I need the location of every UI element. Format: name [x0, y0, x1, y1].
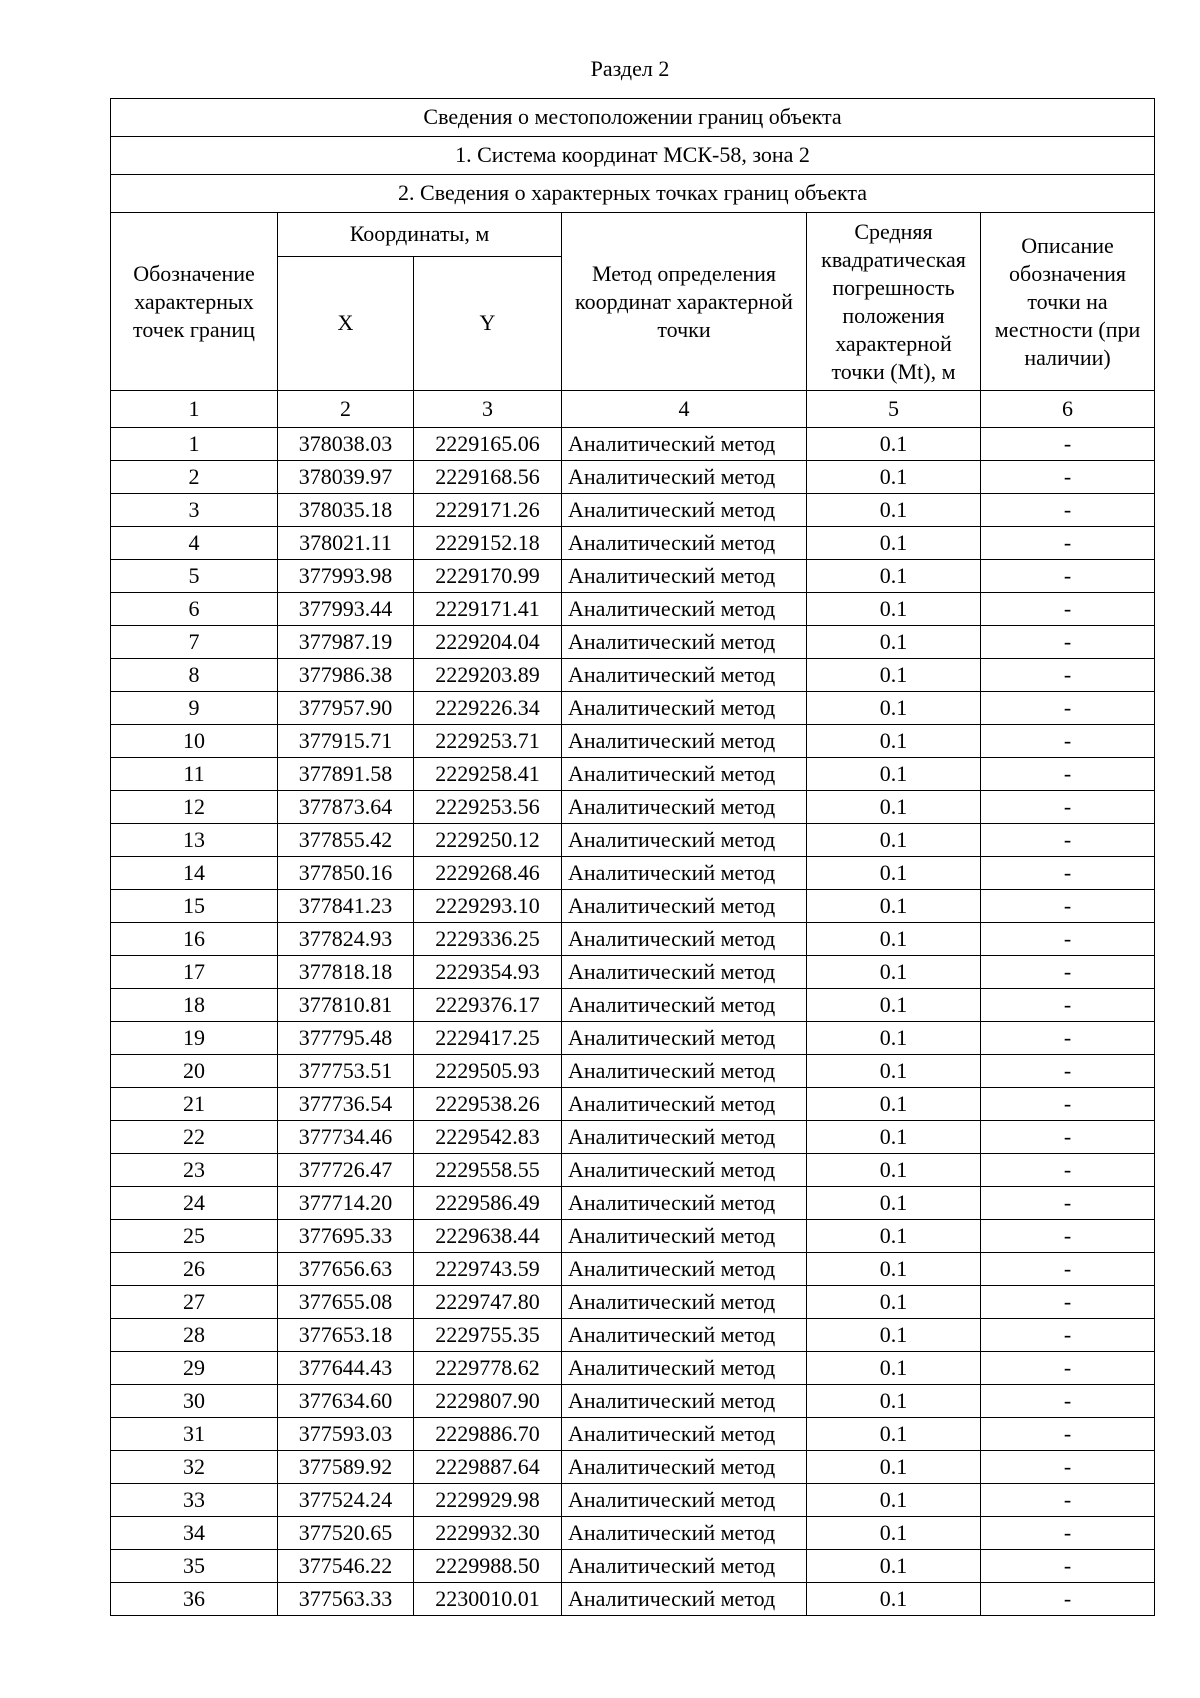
description-cell: - — [981, 857, 1155, 890]
error-cell: 0.1 — [807, 725, 981, 758]
error-cell: 0.1 — [807, 1352, 981, 1385]
method-cell: Аналитический метод — [562, 659, 807, 692]
error-cell: 0.1 — [807, 857, 981, 890]
y-coordinate-cell: 2229168.56 — [414, 461, 562, 494]
x-coordinate-cell: 378038.03 — [278, 428, 414, 461]
table-row — [111, 527, 1155, 560]
error-cell: 0.1 — [807, 758, 981, 791]
point-number-cell: 24 — [111, 1187, 278, 1220]
y-coordinate-cell: 2229755.35 — [414, 1319, 562, 1352]
table-row — [111, 923, 1155, 956]
table-row — [111, 659, 1155, 692]
point-number-cell: 3 — [111, 494, 278, 527]
y-coordinate-cell: 2229807.90 — [414, 1385, 562, 1418]
description-cell: - — [981, 758, 1155, 791]
y-coordinate-cell: 2229171.41 — [414, 593, 562, 626]
x-coordinate-cell: 377655.08 — [278, 1286, 414, 1319]
method-cell: Аналитический метод — [562, 527, 807, 560]
x-coordinate-cell: 377987.19 — [278, 626, 414, 659]
col-method-header: Метод определения координат характерной точки — [562, 213, 807, 391]
y-coordinate-cell: 2229171.26 — [414, 494, 562, 527]
x-coordinate-cell: 377714.20 — [278, 1187, 414, 1220]
description-cell: - — [981, 626, 1155, 659]
description-cell: - — [981, 1154, 1155, 1187]
error-cell: 0.1 — [807, 1385, 981, 1418]
method-cell: Аналитический метод — [562, 1451, 807, 1484]
table-row — [111, 1154, 1155, 1187]
x-coordinate-cell: 377993.98 — [278, 560, 414, 593]
x-coordinate-cell: 377810.81 — [278, 989, 414, 1022]
method-cell: Аналитический метод — [562, 725, 807, 758]
description-cell: - — [981, 1550, 1155, 1583]
error-cell: 0.1 — [807, 1088, 981, 1121]
y-coordinate-cell: 2229203.89 — [414, 659, 562, 692]
point-number-cell: 8 — [111, 659, 278, 692]
y-coordinate-cell: 2229165.06 — [414, 428, 562, 461]
x-coordinate-cell: 377824.93 — [278, 923, 414, 956]
point-number-cell: 6 — [111, 593, 278, 626]
table-header — [111, 99, 1155, 428]
table-row — [111, 1550, 1155, 1583]
column-numbers-row — [111, 391, 1155, 428]
error-cell: 0.1 — [807, 1451, 981, 1484]
point-number-cell: 4 — [111, 527, 278, 560]
table-row — [111, 725, 1155, 758]
y-coordinate-cell: 2229253.56 — [414, 791, 562, 824]
x-coordinate-cell: 377850.16 — [278, 857, 414, 890]
point-number-cell: 5 — [111, 560, 278, 593]
x-coordinate-cell: 377644.43 — [278, 1352, 414, 1385]
y-coordinate-cell: 2229226.34 — [414, 692, 562, 725]
error-cell: 0.1 — [807, 824, 981, 857]
point-number-cell: 27 — [111, 1286, 278, 1319]
point-number-cell: 2 — [111, 461, 278, 494]
method-cell: Аналитический метод — [562, 890, 807, 923]
error-cell: 0.1 — [807, 1187, 981, 1220]
table-row — [111, 1286, 1155, 1319]
column-number: 3 — [414, 391, 562, 428]
error-cell: 0.1 — [807, 1484, 981, 1517]
point-number-cell: 28 — [111, 1319, 278, 1352]
error-cell: 0.1 — [807, 659, 981, 692]
method-cell: Аналитический метод — [562, 1022, 807, 1055]
method-cell: Аналитический метод — [562, 1253, 807, 1286]
error-cell: 0.1 — [807, 1517, 981, 1550]
description-cell: - — [981, 923, 1155, 956]
x-coordinate-cell: 378021.11 — [278, 527, 414, 560]
table-row — [111, 1022, 1155, 1055]
point-number-cell: 33 — [111, 1484, 278, 1517]
point-number-cell: 14 — [111, 857, 278, 890]
point-number-cell: 15 — [111, 890, 278, 923]
method-cell: Аналитический метод — [562, 461, 807, 494]
method-cell: Аналитический метод — [562, 1319, 807, 1352]
method-cell: Аналитический метод — [562, 428, 807, 461]
point-number-cell: 13 — [111, 824, 278, 857]
y-coordinate-cell: 2229376.17 — [414, 989, 562, 1022]
method-cell: Аналитический метод — [562, 1484, 807, 1517]
x-coordinate-cell: 378035.18 — [278, 494, 414, 527]
description-cell: - — [981, 1088, 1155, 1121]
method-cell: Аналитический метод — [562, 560, 807, 593]
point-number-cell: 30 — [111, 1385, 278, 1418]
description-cell: - — [981, 1286, 1155, 1319]
x-coordinate-cell: 377986.38 — [278, 659, 414, 692]
y-coordinate-cell: 2229743.59 — [414, 1253, 562, 1286]
description-cell: - — [981, 527, 1155, 560]
column-number: 2 — [278, 391, 414, 428]
point-number-cell: 35 — [111, 1550, 278, 1583]
method-cell: Аналитический метод — [562, 1088, 807, 1121]
y-coordinate-cell: 2229417.25 — [414, 1022, 562, 1055]
error-cell: 0.1 — [807, 692, 981, 725]
y-coordinate-cell: 2229170.99 — [414, 560, 562, 593]
table-row — [111, 758, 1155, 791]
point-number-cell: 18 — [111, 989, 278, 1022]
x-coordinate-cell: 378039.97 — [278, 461, 414, 494]
error-cell: 0.1 — [807, 1055, 981, 1088]
description-cell: - — [981, 890, 1155, 923]
y-coordinate-cell: 2230010.01 — [414, 1583, 562, 1616]
description-cell: - — [981, 461, 1155, 494]
description-cell: - — [981, 824, 1155, 857]
y-coordinate-cell: 2229250.12 — [414, 824, 562, 857]
x-coordinate-cell: 377734.46 — [278, 1121, 414, 1154]
method-cell: Аналитический метод — [562, 857, 807, 890]
table-row — [111, 1517, 1155, 1550]
table-row — [111, 1121, 1155, 1154]
x-coordinate-cell: 377891.58 — [278, 758, 414, 791]
x-coordinate-cell: 377818.18 — [278, 956, 414, 989]
col-description-header: Описание обозначения точки на местности (при наличии) — [981, 213, 1155, 391]
x-coordinate-cell: 377589.92 — [278, 1451, 414, 1484]
method-cell: Аналитический метод — [562, 824, 807, 857]
y-coordinate-cell: 2229886.70 — [414, 1418, 562, 1451]
method-cell: Аналитический метод — [562, 1550, 807, 1583]
description-cell: - — [981, 1583, 1155, 1616]
error-cell: 0.1 — [807, 923, 981, 956]
y-coordinate-cell: 2229988.50 — [414, 1550, 562, 1583]
col-y-header: Y — [414, 257, 562, 391]
col-coords-header: Координаты, м — [278, 213, 562, 257]
table-row — [111, 824, 1155, 857]
y-coordinate-cell: 2229586.49 — [414, 1187, 562, 1220]
description-cell: - — [981, 1253, 1155, 1286]
y-coordinate-cell: 2229293.10 — [414, 890, 562, 923]
description-cell: - — [981, 494, 1155, 527]
point-number-cell: 12 — [111, 791, 278, 824]
table-row — [111, 956, 1155, 989]
description-cell: - — [981, 1055, 1155, 1088]
table-row — [111, 1484, 1155, 1517]
method-cell: Аналитический метод — [562, 791, 807, 824]
error-cell: 0.1 — [807, 1121, 981, 1154]
coordinate-system: 1. Система координат МСК-58, зона 2 — [111, 137, 1155, 175]
y-coordinate-cell: 2229558.55 — [414, 1154, 562, 1187]
description-cell: - — [981, 1451, 1155, 1484]
description-cell: - — [981, 1418, 1155, 1451]
error-cell: 0.1 — [807, 527, 981, 560]
method-cell: Аналитический метод — [562, 1286, 807, 1319]
points-section-title: 2. Сведения о характерных точках границ объекта — [111, 175, 1155, 213]
method-cell: Аналитический метод — [562, 956, 807, 989]
y-coordinate-cell: 2229204.04 — [414, 626, 562, 659]
error-cell: 0.1 — [807, 1319, 981, 1352]
x-coordinate-cell: 377546.22 — [278, 1550, 414, 1583]
point-number-cell: 19 — [111, 1022, 278, 1055]
description-cell: - — [981, 1385, 1155, 1418]
method-cell: Аналитический метод — [562, 1385, 807, 1418]
x-coordinate-cell: 377855.42 — [278, 824, 414, 857]
x-coordinate-cell: 377873.64 — [278, 791, 414, 824]
error-cell: 0.1 — [807, 1286, 981, 1319]
point-number-cell: 10 — [111, 725, 278, 758]
table-row — [111, 1187, 1155, 1220]
error-cell: 0.1 — [807, 890, 981, 923]
col-x-header: X — [278, 257, 414, 391]
error-cell: 0.1 — [807, 1583, 981, 1616]
point-number-cell: 23 — [111, 1154, 278, 1187]
table-row — [111, 1385, 1155, 1418]
description-cell: - — [981, 428, 1155, 461]
x-coordinate-cell: 377736.54 — [278, 1088, 414, 1121]
table-row — [111, 1088, 1155, 1121]
y-coordinate-cell: 2229253.71 — [414, 725, 562, 758]
y-coordinate-cell: 2229152.18 — [414, 527, 562, 560]
method-cell: Аналитический метод — [562, 1583, 807, 1616]
x-coordinate-cell: 377753.51 — [278, 1055, 414, 1088]
table-body — [111, 428, 1155, 1616]
y-coordinate-cell: 2229638.44 — [414, 1220, 562, 1253]
table-row — [111, 428, 1155, 461]
table-row — [111, 1418, 1155, 1451]
method-cell: Аналитический метод — [562, 923, 807, 956]
description-cell: - — [981, 1484, 1155, 1517]
error-cell: 0.1 — [807, 1154, 981, 1187]
method-cell: Аналитический метод — [562, 1352, 807, 1385]
point-number-cell: 1 — [111, 428, 278, 461]
point-number-cell: 11 — [111, 758, 278, 791]
x-coordinate-cell: 377695.33 — [278, 1220, 414, 1253]
x-coordinate-cell: 377634.60 — [278, 1385, 414, 1418]
table-row — [111, 692, 1155, 725]
error-cell: 0.1 — [807, 593, 981, 626]
description-cell: - — [981, 1022, 1155, 1055]
column-number: 1 — [111, 391, 278, 428]
table-row — [111, 791, 1155, 824]
table-row — [111, 890, 1155, 923]
y-coordinate-cell: 2229542.83 — [414, 1121, 562, 1154]
point-number-cell: 7 — [111, 626, 278, 659]
error-cell: 0.1 — [807, 791, 981, 824]
y-coordinate-cell: 2229778.62 — [414, 1352, 562, 1385]
table-row — [111, 857, 1155, 890]
point-number-cell: 26 — [111, 1253, 278, 1286]
description-cell: - — [981, 1121, 1155, 1154]
error-cell: 0.1 — [807, 560, 981, 593]
error-cell: 0.1 — [807, 1550, 981, 1583]
error-cell: 0.1 — [807, 494, 981, 527]
method-cell: Аналитический метод — [562, 593, 807, 626]
x-coordinate-cell: 377957.90 — [278, 692, 414, 725]
point-number-cell: 17 — [111, 956, 278, 989]
error-cell: 0.1 — [807, 1253, 981, 1286]
error-cell: 0.1 — [807, 428, 981, 461]
description-cell: - — [981, 560, 1155, 593]
description-cell: - — [981, 1319, 1155, 1352]
x-coordinate-cell: 377653.18 — [278, 1319, 414, 1352]
point-number-cell: 34 — [111, 1517, 278, 1550]
method-cell: Аналитический метод — [562, 692, 807, 725]
point-number-cell: 25 — [111, 1220, 278, 1253]
x-coordinate-cell: 377726.47 — [278, 1154, 414, 1187]
x-coordinate-cell: 377795.48 — [278, 1022, 414, 1055]
col-error-header: Средняя квадратическая погрешность положения характерной точки (Mt), м — [807, 213, 981, 391]
table-row — [111, 593, 1155, 626]
y-coordinate-cell: 2229505.93 — [414, 1055, 562, 1088]
description-cell: - — [981, 1187, 1155, 1220]
x-coordinate-cell: 377563.33 — [278, 1583, 414, 1616]
y-coordinate-cell: 2229929.98 — [414, 1484, 562, 1517]
x-coordinate-cell: 377524.24 — [278, 1484, 414, 1517]
x-coordinate-cell: 377993.44 — [278, 593, 414, 626]
table-row — [111, 1253, 1155, 1286]
table-title: Сведения о местоположении границ объекта — [111, 99, 1155, 137]
y-coordinate-cell: 2229538.26 — [414, 1088, 562, 1121]
boundary-points-table — [110, 98, 1155, 1616]
point-number-cell: 16 — [111, 923, 278, 956]
y-coordinate-cell: 2229932.30 — [414, 1517, 562, 1550]
description-cell: - — [981, 1517, 1155, 1550]
y-coordinate-cell: 2229258.41 — [414, 758, 562, 791]
column-number: 5 — [807, 391, 981, 428]
table-row — [111, 1451, 1155, 1484]
point-number-cell: 32 — [111, 1451, 278, 1484]
method-cell: Аналитический метод — [562, 1418, 807, 1451]
table-row — [111, 1583, 1155, 1616]
error-cell: 0.1 — [807, 1418, 981, 1451]
table-row — [111, 461, 1155, 494]
error-cell: 0.1 — [807, 626, 981, 659]
y-coordinate-cell: 2229268.46 — [414, 857, 562, 890]
y-coordinate-cell: 2229747.80 — [414, 1286, 562, 1319]
column-number: 6 — [981, 391, 1155, 428]
description-cell: - — [981, 956, 1155, 989]
x-coordinate-cell: 377915.71 — [278, 725, 414, 758]
x-coordinate-cell: 377593.03 — [278, 1418, 414, 1451]
table-row — [111, 1319, 1155, 1352]
description-cell: - — [981, 791, 1155, 824]
point-number-cell: 9 — [111, 692, 278, 725]
description-cell: - — [981, 1352, 1155, 1385]
error-cell: 0.1 — [807, 989, 981, 1022]
description-cell: - — [981, 989, 1155, 1022]
point-number-cell: 36 — [111, 1583, 278, 1616]
x-coordinate-cell: 377841.23 — [278, 890, 414, 923]
error-cell: 0.1 — [807, 461, 981, 494]
method-cell: Аналитический метод — [562, 1055, 807, 1088]
method-cell: Аналитический метод — [562, 1517, 807, 1550]
table-row — [111, 1055, 1155, 1088]
description-cell: - — [981, 725, 1155, 758]
table-row — [111, 560, 1155, 593]
description-cell: - — [981, 1220, 1155, 1253]
error-cell: 0.1 — [807, 1022, 981, 1055]
point-number-cell: 21 — [111, 1088, 278, 1121]
table-row — [111, 989, 1155, 1022]
x-coordinate-cell: 377520.65 — [278, 1517, 414, 1550]
method-cell: Аналитический метод — [562, 1220, 807, 1253]
x-coordinate-cell: 377656.63 — [278, 1253, 414, 1286]
point-number-cell: 29 — [111, 1352, 278, 1385]
section-label: Раздел 2 — [590, 56, 670, 81]
col-designation-header: Обозначение характерных точек границ — [111, 213, 278, 391]
method-cell: Аналитический метод — [562, 1154, 807, 1187]
method-cell: Аналитический метод — [562, 989, 807, 1022]
method-cell: Аналитический метод — [562, 494, 807, 527]
description-cell: - — [981, 659, 1155, 692]
table-row — [111, 1220, 1155, 1253]
table-row — [111, 1352, 1155, 1385]
method-cell: Аналитический метод — [562, 1121, 807, 1154]
description-cell: - — [981, 593, 1155, 626]
description-cell: - — [981, 692, 1155, 725]
y-coordinate-cell: 2229354.93 — [414, 956, 562, 989]
error-cell: 0.1 — [807, 956, 981, 989]
point-number-cell: 20 — [111, 1055, 278, 1088]
point-number-cell: 22 — [111, 1121, 278, 1154]
column-number: 4 — [562, 391, 807, 428]
method-cell: Аналитический метод — [562, 758, 807, 791]
table-row — [111, 494, 1155, 527]
method-cell: Аналитический метод — [562, 1187, 807, 1220]
error-cell: 0.1 — [807, 1220, 981, 1253]
point-number-cell: 31 — [111, 1418, 278, 1451]
table-row — [111, 626, 1155, 659]
y-coordinate-cell: 2229887.64 — [414, 1451, 562, 1484]
method-cell: Аналитический метод — [562, 626, 807, 659]
y-coordinate-cell: 2229336.25 — [414, 923, 562, 956]
